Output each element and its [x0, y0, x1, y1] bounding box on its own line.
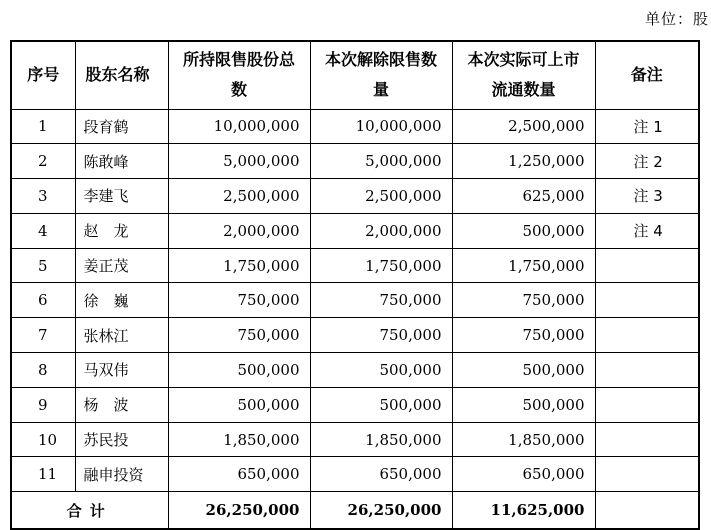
- cell-index: 7: [11, 318, 75, 353]
- table-row: [11, 318, 699, 353]
- total-tradable-shares: 11,625,000: [452, 492, 595, 529]
- cell-index: 10: [11, 422, 75, 457]
- cell-shareholder-name: 赵 龙: [75, 213, 168, 248]
- total-held-shares: 26,250,000: [168, 492, 310, 529]
- cell-held-shares: 10,000,000: [168, 109, 310, 144]
- header-remarks: 备注: [595, 41, 699, 109]
- cell-tradable-shares: 500,000: [452, 387, 595, 422]
- cell-remark: [595, 422, 699, 457]
- table-row: [11, 283, 699, 318]
- table-row: [11, 248, 699, 283]
- cell-tradable-shares: 2,500,000: [452, 109, 595, 144]
- cell-held-shares: 2,500,000: [168, 179, 310, 214]
- cell-released-shares: 10,000,000: [310, 109, 452, 144]
- total-remark: [595, 492, 699, 529]
- cell-shareholder-name: 陈敢峰: [75, 144, 168, 179]
- cell-remark: [595, 387, 699, 422]
- cell-tradable-shares: 1,750,000: [452, 248, 595, 283]
- cell-index: 2: [11, 144, 75, 179]
- cell-held-shares: 500,000: [168, 387, 310, 422]
- table-total-row: [11, 492, 699, 529]
- cell-held-shares: 750,000: [168, 318, 310, 353]
- cell-tradable-shares: 625,000: [452, 179, 595, 214]
- cell-released-shares: 750,000: [310, 283, 452, 318]
- cell-tradable-shares: 650,000: [452, 457, 595, 492]
- unit-label: 单位：股: [644, 10, 709, 28]
- header-held-restricted-shares: 所持限售股份总数: [168, 41, 310, 109]
- cell-remark: 注 2: [595, 144, 699, 179]
- cell-held-shares: 650,000: [168, 457, 310, 492]
- cell-index: 11: [11, 457, 75, 492]
- table-row: [11, 144, 699, 179]
- cell-shareholder-name: 融申投资: [75, 457, 168, 492]
- cell-remark: [595, 248, 699, 283]
- cell-tradable-shares: 750,000: [452, 318, 595, 353]
- table-row: [11, 213, 699, 248]
- cell-released-shares: 650,000: [310, 457, 452, 492]
- header-shareholder-name: 股东名称: [75, 41, 168, 109]
- cell-released-shares: 1,850,000: [310, 422, 452, 457]
- cell-released-shares: 750,000: [310, 318, 452, 353]
- cell-released-shares: 1,750,000: [310, 248, 452, 283]
- header-released-quantity: 本次解除限售数量: [310, 41, 452, 109]
- cell-shareholder-name: 苏民投: [75, 422, 168, 457]
- cell-shareholder-name: 张林江: [75, 318, 168, 353]
- cell-remark: 注 1: [595, 109, 699, 144]
- cell-held-shares: 1,750,000: [168, 248, 310, 283]
- cell-released-shares: 2,000,000: [310, 213, 452, 248]
- cell-remark: [595, 353, 699, 388]
- cell-held-shares: 2,000,000: [168, 213, 310, 248]
- table-row: [11, 179, 699, 214]
- cell-released-shares: 5,000,000: [310, 144, 452, 179]
- table-row: [11, 387, 699, 422]
- cell-held-shares: 500,000: [168, 353, 310, 388]
- total-released-shares: 26,250,000: [310, 492, 452, 529]
- cell-remark: [595, 318, 699, 353]
- cell-index: 4: [11, 213, 75, 248]
- cell-tradable-shares: 750,000: [452, 283, 595, 318]
- cell-held-shares: 750,000: [168, 283, 310, 318]
- total-label: 合计: [11, 492, 168, 529]
- cell-shareholder-name: 李建飞: [75, 179, 168, 214]
- cell-released-shares: 500,000: [310, 353, 452, 388]
- cell-shareholder-name: 马双伟: [75, 353, 168, 388]
- cell-held-shares: 1,850,000: [168, 422, 310, 457]
- table-header-row: [11, 41, 699, 109]
- cell-shareholder-name: 段育鹤: [75, 109, 168, 144]
- cell-index: 9: [11, 387, 75, 422]
- cell-shareholder-name: 杨 波: [75, 387, 168, 422]
- cell-tradable-shares: 1,250,000: [452, 144, 595, 179]
- table-row: [11, 422, 699, 457]
- cell-tradable-shares: 1,850,000: [452, 422, 595, 457]
- table-row: [11, 457, 699, 492]
- table-row: [11, 109, 699, 144]
- cell-released-shares: 500,000: [310, 387, 452, 422]
- cell-shareholder-name: 姜正茂: [75, 248, 168, 283]
- header-index: 序号: [11, 41, 75, 109]
- cell-remark: 注 4: [595, 213, 699, 248]
- cell-tradable-shares: 500,000: [452, 353, 595, 388]
- cell-remark: 注 3: [595, 179, 699, 214]
- header-tradable-quantity: 本次实际可上市流通数量: [452, 41, 595, 109]
- cell-released-shares: 2,500,000: [310, 179, 452, 214]
- cell-index: 1: [11, 109, 75, 144]
- cell-index: 3: [11, 179, 75, 214]
- table-body: [11, 109, 699, 492]
- table-row: [11, 353, 699, 388]
- cell-index: 5: [11, 248, 75, 283]
- cell-tradable-shares: 500,000: [452, 213, 595, 248]
- cell-remark: [595, 283, 699, 318]
- restricted-shares-table: [10, 40, 700, 530]
- cell-shareholder-name: 徐 巍: [75, 283, 168, 318]
- cell-remark: [595, 457, 699, 492]
- cell-held-shares: 5,000,000: [168, 144, 310, 179]
- cell-index: 6: [11, 283, 75, 318]
- cell-index: 8: [11, 353, 75, 388]
